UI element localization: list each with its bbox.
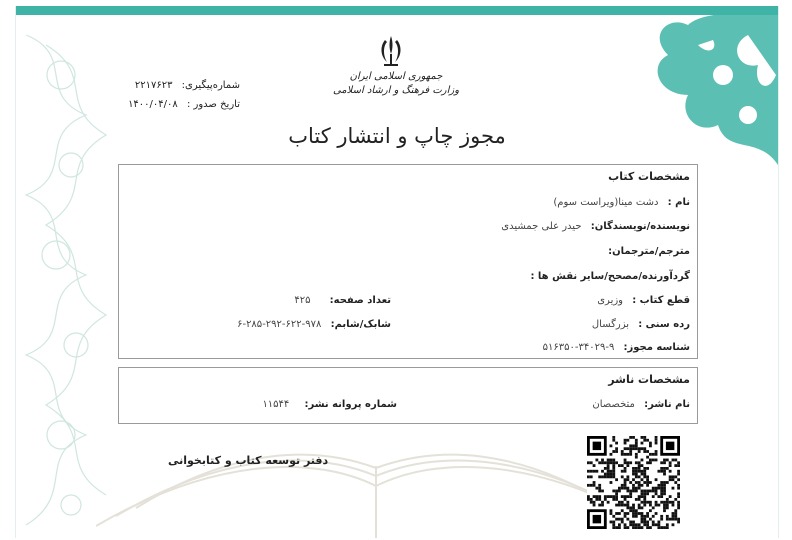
permit-field: [262, 399, 397, 410]
translator-label: مترجم/مترجمان:: [608, 246, 690, 257]
issue-date-label: تاریخ صدور :: [186, 99, 240, 110]
permit-value: ۱۱۵۴۴: [262, 399, 290, 410]
license-id-label: شناسه مجوز:: [623, 342, 690, 353]
ministry-logotype: [316, 70, 476, 98]
format-field: [597, 295, 690, 306]
tracking-row: [120, 76, 240, 95]
compiler-label: گردآورنده/مصحح/سایر نقش ها :: [530, 271, 690, 282]
iran-emblem-icon: [376, 34, 406, 68]
compiler-field: [530, 271, 690, 282]
publisher-name-label: نام ناشر:: [644, 399, 690, 410]
format-value: وزیری: [597, 295, 624, 306]
issue-date-value: ۱۴۰۰/۰۴/۰۸: [128, 99, 178, 110]
qr-code-icon[interactable]: [587, 436, 680, 529]
top-accent-bar: [16, 6, 778, 15]
permit-label: شماره پروانه نشر:: [304, 399, 397, 410]
publisher-name-field: [592, 399, 690, 410]
author-value: حیدر علی جمشیدی: [501, 221, 582, 232]
open-book-watermark: [96, 416, 656, 538]
age-value: بزرگسال: [591, 319, 630, 330]
office-signature: دفتر توسعه کتاب و کتابخوانی: [168, 454, 329, 467]
publisher-section-title: مشخصات ناشر: [608, 373, 690, 386]
pages-field: [294, 295, 391, 306]
ministry-line-1: جمهوری اسلامی ایران: [349, 71, 443, 82]
isbn-field: [237, 319, 391, 330]
tracking-value: ۲۲۱۷۶۲۳: [134, 80, 173, 91]
book-section-title: مشخصات کتاب: [608, 170, 690, 183]
publisher-name-value: متخصصان: [592, 399, 635, 410]
book-name-label: نام :: [667, 197, 690, 208]
license-id-field: [543, 342, 690, 353]
translator-field: [608, 246, 690, 257]
age-field: [592, 319, 690, 330]
tracking-label: شماره‌پیگیری:: [181, 80, 240, 91]
author-field: [501, 221, 690, 232]
publisher-details-panel: [118, 367, 698, 424]
author-label: نویسنده/نویسندگان:: [590, 221, 690, 232]
isbn-label: شابک/شابم:: [330, 319, 391, 330]
book-name-value: دشت مینا(ویراست سوم): [553, 197, 659, 208]
page-title: مجوز چاپ و انتشار کتاب: [288, 124, 506, 148]
ministry-line-2: وزارت فرهنگ و ارشاد اسلامی: [332, 85, 460, 96]
format-label: قطع کتاب :: [632, 295, 690, 306]
age-label: رده سنی :: [638, 319, 690, 330]
license-document: [15, 6, 779, 538]
pages-value: ۴۲۵: [294, 295, 311, 306]
book-details-panel: [118, 164, 698, 359]
document-meta: [120, 76, 240, 114]
license-id-value: ۹-۳۴۰۲۹-۵۱۶۳۵۰: [542, 342, 615, 353]
pages-label: تعداد صفحه:: [329, 295, 391, 306]
issue-date-row: [120, 95, 240, 114]
book-name-field: [553, 197, 690, 208]
isbn-value: ۹۷۸-۶۲۲-۲۹۲-۲۸۵-۶: [237, 319, 322, 330]
